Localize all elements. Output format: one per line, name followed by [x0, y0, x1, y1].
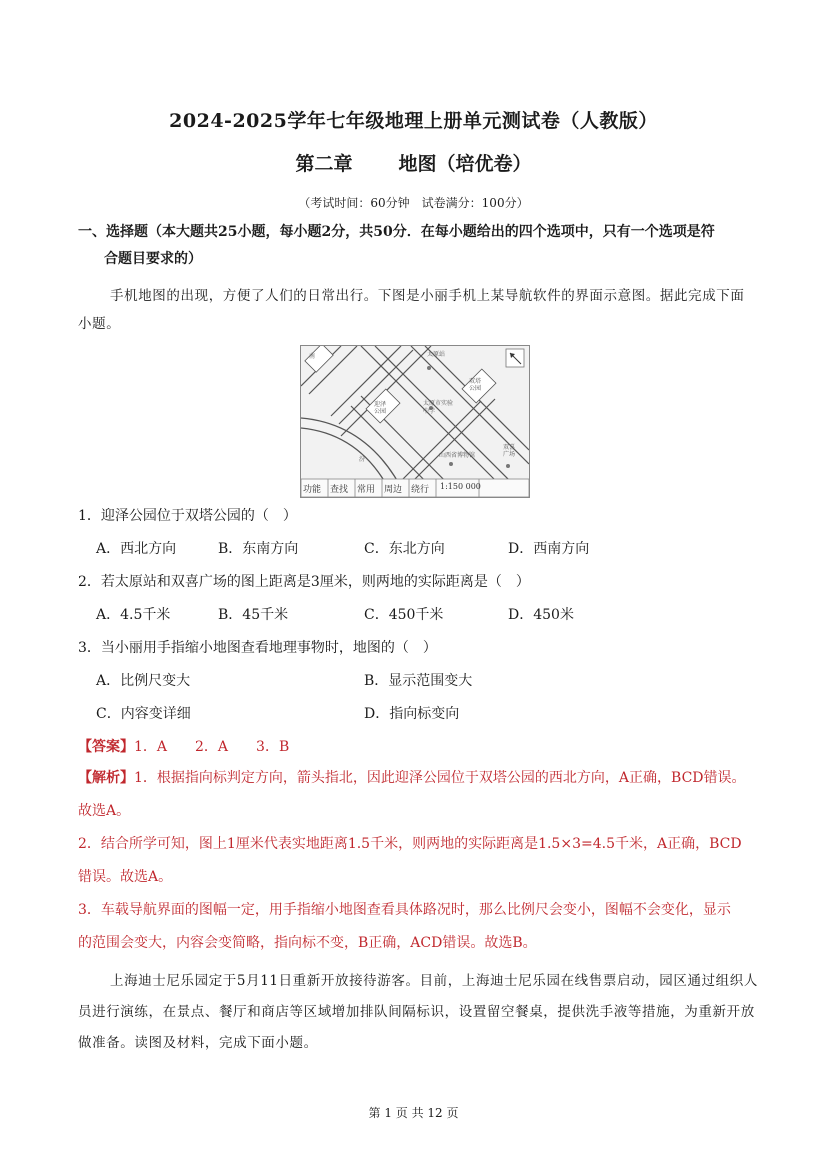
map-label-museum: 山西省博物馆 [439, 452, 476, 459]
analysis-line-1 [78, 762, 762, 795]
q3-option-c: C．内容变详细 [96, 706, 191, 722]
map-label-nan: 南 [309, 353, 316, 360]
q1-option-c: C．东北方向 [364, 541, 445, 557]
question-1: 1．迎泽公园位于双塔公园的（ ） [78, 508, 297, 524]
question-2: 2．若太原站和双喜广场的图上距离是3厘米，则两地的实际距离是（ ） [78, 574, 530, 590]
q3-option-a: A．比例尺变大 [96, 673, 191, 689]
q1-option-b: B．东南方向 [218, 541, 299, 557]
analysis-label: 【解析】 [78, 770, 134, 786]
page-footer: 第 1 页 共 12 页 [368, 1106, 459, 1120]
exam-title: 2024-2025学年七年级地理上册单元测试卷（人教版） [169, 110, 658, 132]
q1-option-a: A．西北方向 [96, 541, 177, 557]
passage-1: 手机地图的出现，方便了人们的日常出行。下图是小丽手机上某导航软件的界面示意图。据此完成下面小题。 [78, 288, 745, 332]
map-toolbar-search: 查找 [330, 485, 349, 495]
passage-2: 上海迪士尼乐园定于5月11日重新开放接待游客。目前，上海迪士尼乐园在线售票启动，园区通过组织人员进行演练，在景点、餐厅和商店等区域增加排队间隔标识，设置留空餐桌，提供洗手液等措施，为重新开放做准备。读图及材料，完成下面小题。 [78, 973, 758, 1051]
q3-option-b: B．显示范围变大 [364, 673, 473, 689]
map-toolbar-function: 功能 [303, 485, 322, 495]
map-toolbar-detour: 绕行 [411, 485, 430, 495]
map-drawing [301, 346, 529, 497]
answer-line [78, 736, 289, 756]
section-heading-line1: 一、选择题（本大题共25小题，每小题2分，共50分．在每小题给出的四个选项中，只有一个选项是符 [78, 224, 715, 240]
analysis-p3a: 3．车载导航界面的图幅一定，用手指缩小地图查看具体路况时，那么比例尺会变小，图幅不会变化，显示 [78, 902, 731, 918]
q1-option-d: D．西南方向 [508, 541, 590, 557]
map-label-tayuan: 太原站 [427, 351, 446, 358]
map-toolbar [301, 480, 529, 496]
exam-info: （考试时间：60分钟 试卷满分：100分） [298, 196, 529, 210]
map-toolbar-nearby: 周边 [384, 485, 403, 495]
section-heading [78, 219, 760, 273]
map-label-shuangxi: 双喜广场 [503, 444, 516, 458]
analysis-p3b: 的范围会变大，内容会变简略，指向标不变，B正确，ACD错误。故选B。 [78, 935, 537, 951]
q3-option-d: D．指向标变向 [364, 706, 460, 722]
answer-label: 【答案】 [78, 739, 134, 755]
q2-option-a: A．4.5千米 [96, 607, 171, 623]
map-label-yingze: 迎泽公园 [374, 401, 387, 415]
chapter-title [0, 149, 827, 176]
navigation-map-figure [300, 345, 530, 498]
analysis-p1b: 故选A。 [78, 803, 131, 819]
analysis-block [78, 762, 762, 960]
q2-option-c: C．450千米 [364, 607, 444, 623]
section-heading-line2: 合题目要求的） [104, 251, 202, 267]
q2-option-b: B．45千米 [218, 607, 289, 623]
map-scale: 1:150 000 [440, 482, 481, 491]
chapter-number: 第二章 [295, 153, 353, 175]
q2-option-d: D．450米 [508, 607, 574, 623]
analysis-p2a: 2．结合所学可知，图上1厘米代表实地距离1.5千米，则两地的实际距离是1.5×3=4.5千米，A正确，BCD [78, 836, 742, 852]
analysis-p2b: 错误。故选A。 [78, 869, 173, 885]
chapter-topic: 地图（培优卷） [398, 153, 532, 175]
map-toolbar-common: 常用 [357, 485, 376, 495]
answer-text: 1．A 2．A 3．B [134, 739, 290, 755]
question-3: 3．当小丽用手指缩小地图查看地理事物时，地图的（ ） [78, 640, 437, 656]
map-label-fen: 汾 [359, 456, 366, 463]
map-label-school: 太原市实验中学 [423, 400, 454, 415]
analysis-p1a: 1．根据指向标判定方向，箭头指北，因此迎泽公园位于双塔公园的西北方向，A正确，BCD错误。 [134, 770, 746, 786]
map-label-shuangta: 双塔公园 [469, 378, 482, 392]
